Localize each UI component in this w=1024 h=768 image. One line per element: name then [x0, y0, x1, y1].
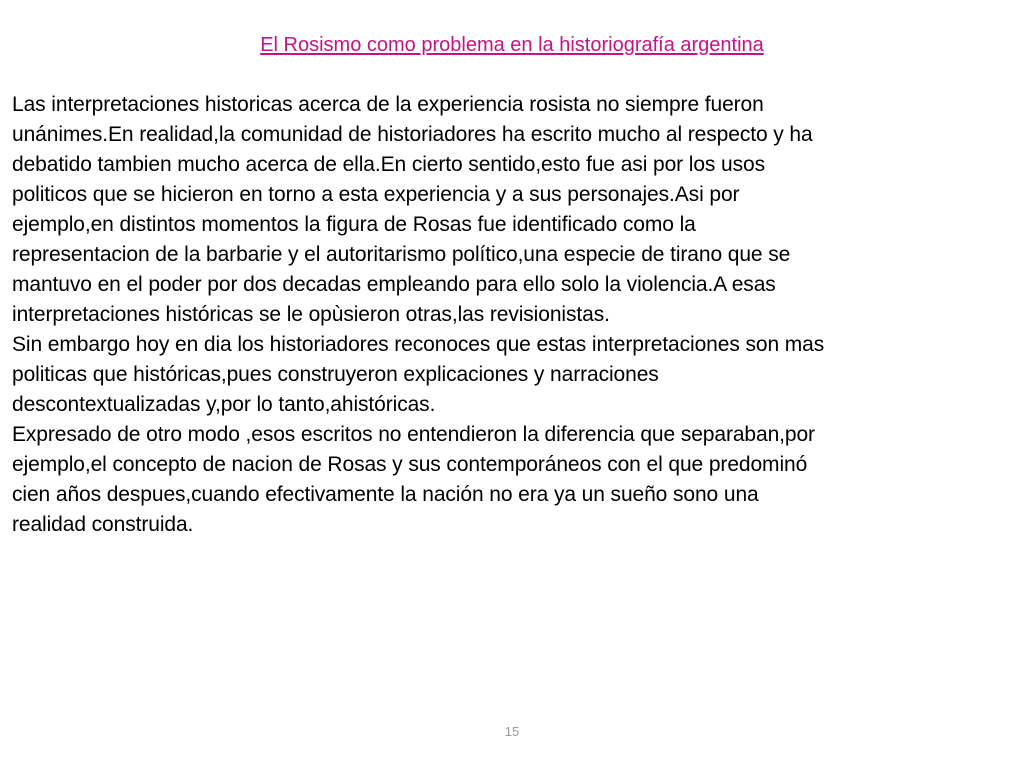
body-line: ejemplo,en distintos momentos la figura de Rosas fue identificado como la — [12, 213, 696, 236]
body-line: debatido tambien mucho acerca de ella.En cierto sentido,esto fue asi por los usos — [12, 153, 766, 176]
body-line: unánimes.En realidad,la comunidad de historiadores ha escrito mucho al respecto y ha — [12, 123, 813, 146]
body-line: ejemplo,el concepto de nacion de Rosas y sus contemporáneos con el que predominó — [12, 453, 808, 476]
slide-title: El Rosismo como problema en la historiografía argentina — [260, 34, 764, 56]
body-line: cien años despues,cuando efectivamente la nación no era ya un sueño sono una — [12, 483, 759, 506]
body-line: Las interpretaciones historicas acerca de la experiencia rosista no siempre fueron — [12, 93, 764, 116]
slide-body-text — [12, 90, 1016, 540]
body-line: interpretaciones históricas se le opùsieron otras,las revisionistas. — [12, 303, 610, 326]
body-line: Sin embargo hoy en dia los historiadores reconoces que estas interpretaciones son mas — [12, 333, 825, 356]
body-line: representacion de la barbarie y el autoritarismo político,una especie de tirano que se — [12, 243, 791, 266]
body-line: realidad construida. — [12, 513, 194, 536]
body-line: Expresado de otro modo ,esos escritos no entendieron la diferencia que separaban,por — [12, 423, 815, 446]
body-line: politicas que históricas,pues construyeron explicaciones y narraciones — [12, 363, 659, 386]
body-line: descontextualizadas y,por lo tanto,ahistóricas. — [12, 393, 436, 416]
page-number: 15 — [504, 724, 520, 739]
body-line: mantuvo en el poder por dos decadas empleando para ello solo la violencia.A esas — [12, 273, 776, 296]
body-line: politicos que se hicieron en torno a esta experiencia y a sus personajes.Asi por — [12, 183, 740, 206]
